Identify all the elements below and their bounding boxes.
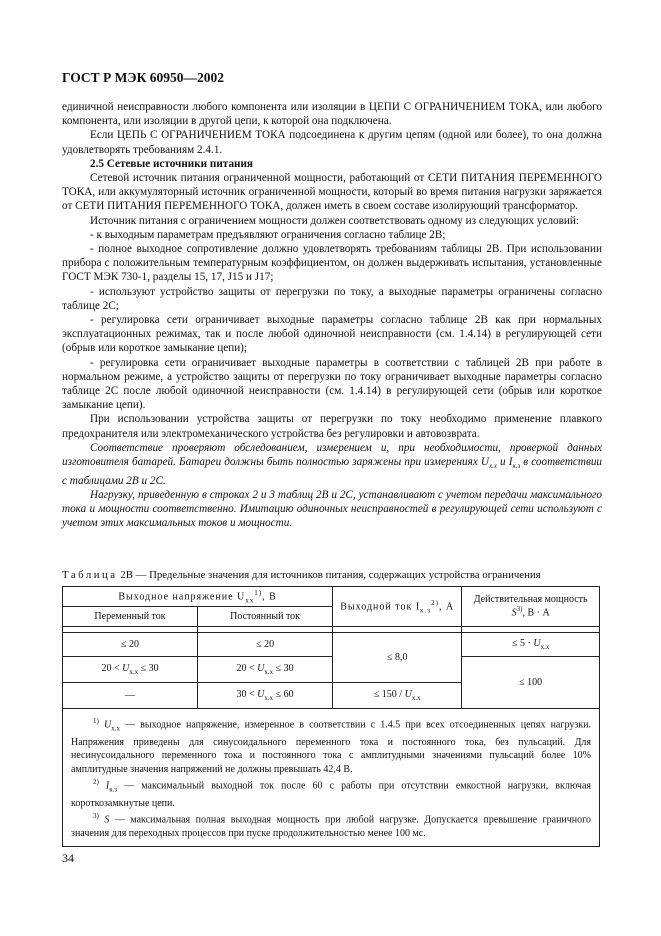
paragraph: Если ЦЕПЬ С ОГРАНИЧЕНИЕМ ТОКА подсоединена к другим цепям (одной или более), то она должна удовлетворять требованиям 2.4.1.: [62, 129, 602, 156]
cell-r23-power: ≤ 100: [462, 657, 600, 709]
table-notes: [63, 709, 600, 847]
list-item: - к выходным параметрам предъявляют ограничения согласно таблице 2В;: [90, 228, 446, 241]
section-heading: 2.5 Сетевые источники питания: [90, 157, 253, 170]
load-paragraph: Нагрузку, приведенную в строках 2 и 3 таблиц 2В и 2С, устанавливают с учетом передачи максимального тока и мощности соответственно. Имитацию одиночных неисправностей в регулирующей сети используют с учетом этих максимальных токов и мощности.: [62, 488, 602, 530]
cell-r1-ac: ≤ 20: [63, 633, 198, 657]
page-number: 34: [62, 851, 74, 865]
document-header: ГОСТ Р МЭК 60950—2002: [62, 70, 224, 85]
header-power: Действительная мощность $S^{3)}$, В · А: [462, 587, 600, 627]
note-2: $^{2)}$ $I_{к.з}$ — максимальный выходной ток после 60 с работы при отсутствии емкостной нагрузки, включая короткозамкнутые цепи.: [71, 777, 591, 809]
list-item: - используют устройство защиты от перегрузки по току, а выходные параметры ограничены согласно таблице 2С;: [62, 285, 602, 312]
paragraph: Источник питания с ограничением мощности должен соответствовать одному из следующих условий:: [90, 214, 579, 227]
note-3: $^{3)}$ S — максимальная полная выходная мощность при любой нагрузке. Допускается превышение граничного значения для переходных процессов при пуске продолжительностью менее 100 мс.: [71, 812, 592, 839]
list-item: - регулировка сети ограничивает выходные параметры согласно таблице 2В как при нормальных эксплуатационных режимах, так и после любой одиночной неисправности (см. 1.4.14) в регулирующей сети (обрыв или короткое замыкание цепи);: [62, 314, 602, 355]
compliance-paragraph: Соответствие проверяют обследованием, измерением и, при необходимости, проверкой данных изготовителя батарей. Батареи должны быть полностью заряжены при измерениях $U_{х.х}$ и $I_{к.з}$ в соответствии с таблицами 2В и 2С.: [62, 441, 603, 487]
limits-table: [62, 586, 600, 847]
cell-r12-current: ≤ 8,0: [333, 633, 462, 683]
body-text: [62, 100, 602, 530]
list-item: - регулировка сети ограничивает выходные параметры в соответствии с таблицей 2В при работе в нормальном режиме, а устройство защиты от перегрузки по току ограничивает выходные параметры согласно таблице 2С после любой одиночной неисправности (см. 1.4.14) в регулирующей сети (обрыв или короткое замыкание цепи).: [62, 356, 602, 412]
cell-r1-power: ≤ $5 \cdot U_{х.х}$: [462, 633, 600, 657]
cell-r3-dc: $30 < U_{х.х} \le 60$: [198, 683, 333, 709]
paragraph: единичной неисправности любого компонента или изоляции в ЦЕПИ С ОГРАНИЧЕНИЕМ ТОКА, или любого компонента, или изоляции в другой цепи, к которой она подключена.: [62, 101, 602, 128]
paragraph: При использовании устройства защиты от перегрузки по току необходимо применение плавкого предохранителя или электромеханического устройства без регулировки и автовозврата.: [62, 413, 602, 440]
cell-r3-current: ≤ $150 / U_{х.х}$: [333, 683, 462, 709]
header-voltage: Выходное напряжение $U_{хх}^{1)}$, В: [63, 587, 333, 607]
paragraph: Сетевой источник питания ограниченной мощности, работающий от СЕТИ ПИТАНИЯ ПЕРЕМЕННОГО ТОКА, или аккумуляторный источник ограниченной мощности, который во время питания нагрузки заряжается от СЕТИ ПИТАНИЯ ПЕРЕМЕННОГО ТОКА, должен иметь в своем составе изолирующий трансформатор.: [62, 172, 602, 213]
header-dc: Постоянный ток: [198, 607, 333, 627]
cell-r2-dc: $20 < U_{х.х} \le 30$: [198, 657, 333, 683]
cell-r3-ac: —: [63, 683, 198, 709]
header-current: Выходной ток $I_{к.з}^{2)}$, А: [333, 587, 462, 627]
note-1: $^{1)}$ $U_{х.х}$ — выходное напряжение, измеренное в соответствии с 1.4.5 при всех отсоединенных цепях нагрузки. Напряжения приведены для синусоидального переменного тока и постоянного тока, без пульсаций. Для несинусоидального переменного тока и постоянного тока с амплитудными значениями пульсаций более 10% амплитудные значения напряжений не должны превышать 42,4 В.: [71, 717, 592, 775]
table-caption: Таблица 2В — Предельные значения для источников питания, содержащих устройства ограничения: [62, 569, 541, 581]
cell-r2-ac: $20 < U_{х.х} \le 30$: [63, 657, 198, 683]
list-item: - полное выходное сопротивление должно удовлетворять требованиям таблицы 2В. При использовании прибора с положительным температурным коэффициентом, он должен выдерживать испытания, установленные ГОСТ МЭК 730-1, разделы 15, 17, J15 и J17;: [62, 243, 602, 284]
header-ac: Переменный ток: [63, 607, 198, 627]
cell-r1-dc: ≤ 20: [198, 633, 333, 657]
